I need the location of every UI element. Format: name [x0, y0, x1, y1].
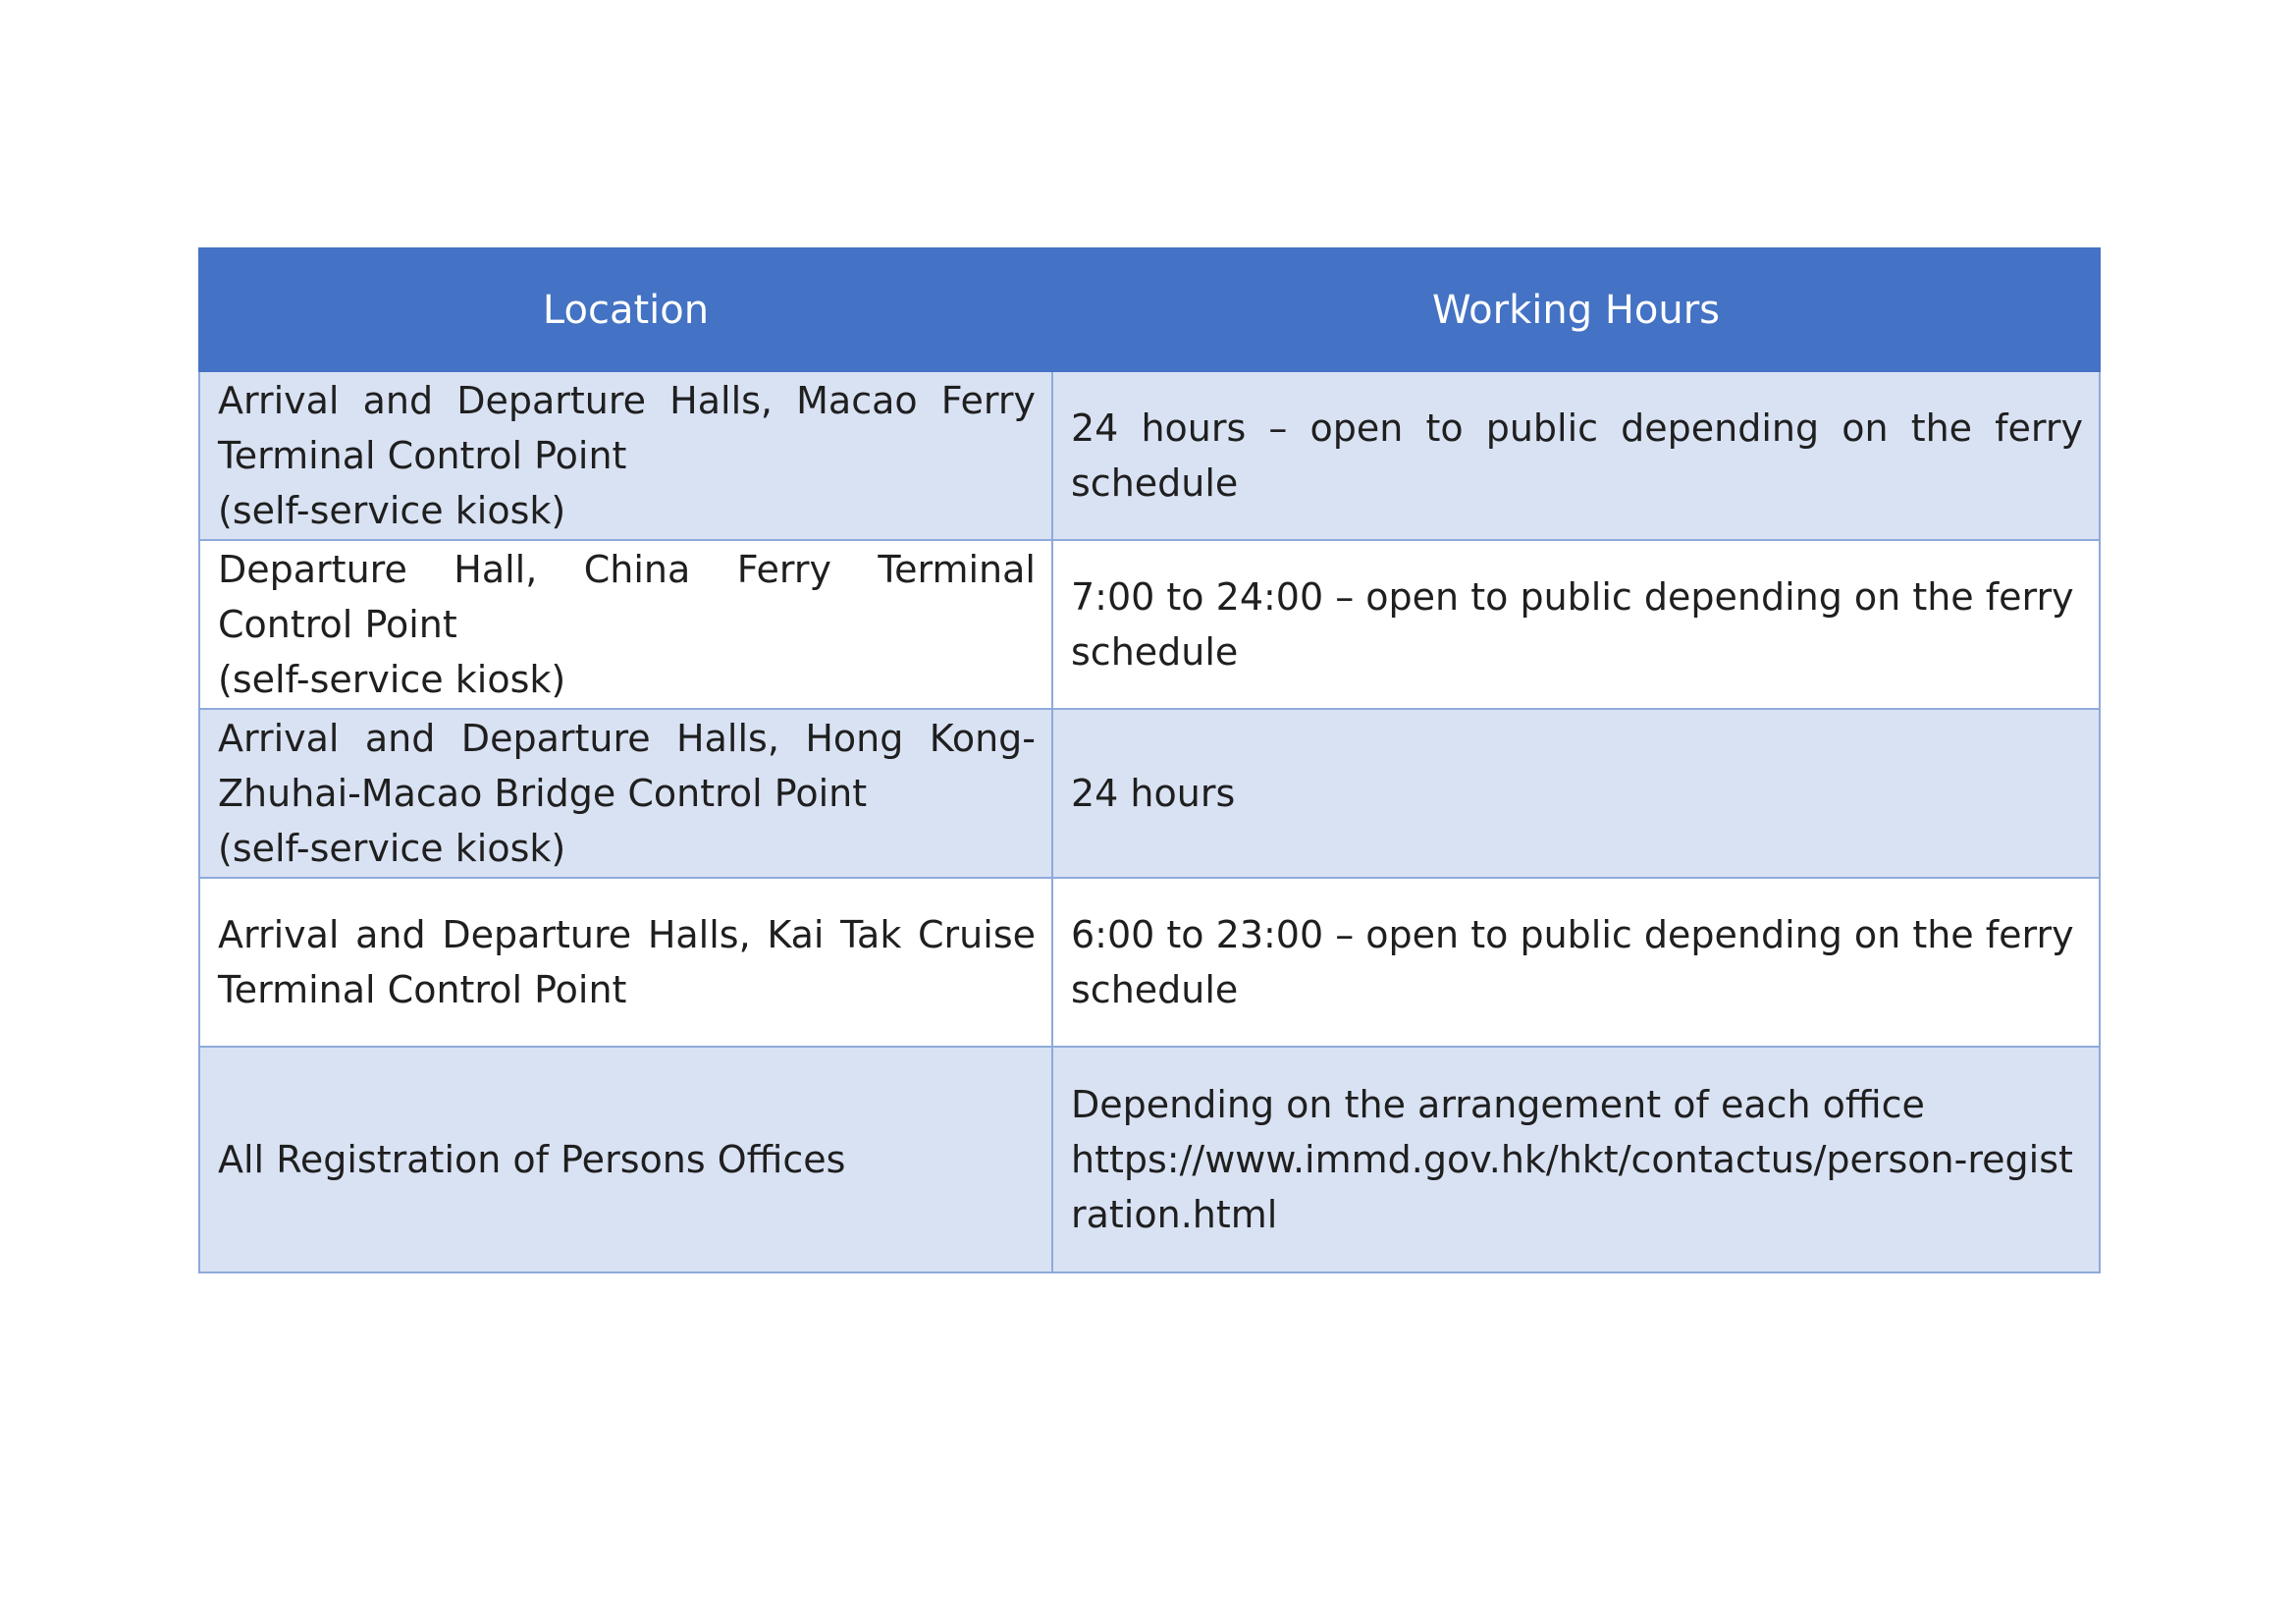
location-note: (self-service kiosk) — [218, 658, 566, 701]
hours-text: 24 hours – open to public depending on the ferry schedule — [1071, 406, 2083, 505]
hours-cell — [1052, 709, 2100, 878]
hours-text: 7:00 to 24:00 – open to public depending on the ferry schedule — [1071, 575, 2074, 674]
hours-text: 6:00 to 23:00 – open to public depending on the ferry schedule — [1071, 913, 2074, 1011]
table-row — [199, 540, 2100, 709]
header-working-hours: Working Hours — [1052, 248, 2100, 371]
hours-text: Depending on the arrangement of each office — [1071, 1083, 1925, 1126]
header-location: Location — [199, 248, 1052, 371]
location-cell — [199, 371, 1052, 540]
hours-cell — [1052, 371, 2100, 540]
working-hours-table — [198, 247, 2101, 1273]
location-note: (self-service kiosk) — [218, 827, 566, 870]
location-note: (self-service kiosk) — [218, 489, 566, 532]
location-cell — [199, 1047, 1052, 1272]
location-cell — [199, 540, 1052, 709]
hours-cell — [1052, 1047, 2100, 1272]
table-header-row — [199, 248, 2100, 371]
location-text: Arrival and Departure Halls, Macao Ferry Terminal Control Point — [218, 379, 1036, 477]
location-text: Arrival and Departure Halls, Hong Kong-Zhuhai-Macao Bridge Control Point — [218, 717, 1036, 815]
hours-link[interactable]: https://www.immd.gov.hk/hkt/contactus/person-registration.html — [1071, 1138, 2073, 1236]
table-row — [199, 878, 2100, 1047]
hours-text: 24 hours — [1071, 772, 1236, 815]
hours-cell — [1052, 878, 2100, 1047]
location-cell — [199, 709, 1052, 878]
table-row — [199, 709, 2100, 878]
location-cell — [199, 878, 1052, 1047]
location-text: Departure Hall, China Ferry Terminal Control Point — [218, 548, 1036, 646]
table-row — [199, 371, 2100, 540]
table-row — [199, 1047, 2100, 1272]
hours-cell — [1052, 540, 2100, 709]
location-text: All Registration of Persons Offices — [218, 1138, 846, 1181]
location-text: Arrival and Departure Halls, Kai Tak Cruise Terminal Control Point — [218, 913, 1036, 1011]
